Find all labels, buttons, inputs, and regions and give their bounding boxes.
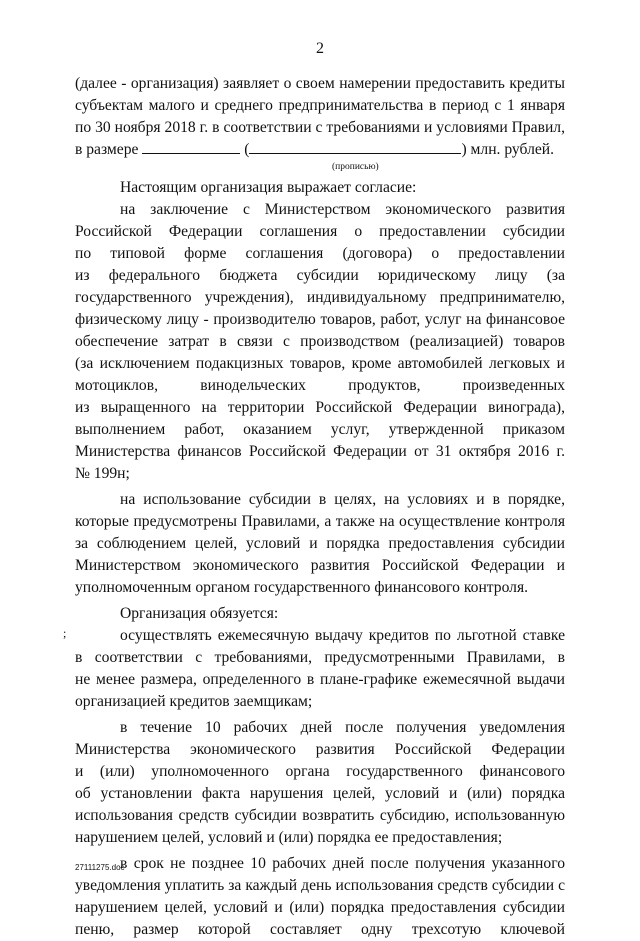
text-line: из федерального бюджета субсидии юридическому лицу (за bbox=[75, 267, 565, 284]
text-line: и (или) уполномоченного органа государственного финансового bbox=[75, 763, 565, 780]
margin-mark: ; bbox=[63, 626, 67, 640]
text-line: не менее размера, определенного в плане-графике ежемесячной выдачи bbox=[75, 671, 565, 688]
text-line: использования средств субсидии возвратить субсидию, использованную bbox=[75, 807, 565, 824]
text-line: осуществлять ежемесячную выдачу кредитов по льготной ставке bbox=[120, 627, 565, 644]
amount-line bbox=[75, 139, 565, 161]
text-line: (за исключением подакцизных товаров, кроме автомобилей легковых и bbox=[75, 355, 565, 372]
text-line: на заключение с Министерством экономического развития bbox=[120, 201, 565, 218]
text-line: (далее - организация) заявляет о своем намерении предоставить кредиты bbox=[75, 75, 565, 92]
text-line: за соблюдением целей, условий и порядка предоставления субсидии bbox=[75, 535, 565, 552]
text-line: государственного учреждения), индивидуальному предпринимателю, bbox=[75, 289, 565, 306]
text-line: Министерства экономического развития Российской Федерации bbox=[75, 741, 565, 758]
text-line: об установлении факта нарушения целей, условий и (или) порядка bbox=[75, 785, 565, 802]
text-line: по 30 ноября 2018 г. в соответствии с требованиями и условиями Правил, bbox=[75, 119, 565, 136]
text-line: уполномоченным органом государственного финансового контроля. bbox=[75, 579, 529, 596]
amount-prefix: в размере bbox=[75, 141, 139, 158]
amount-open-paren: ( bbox=[244, 141, 250, 158]
text-line: Министерства финансов Российской Федерации от 31 октября 2016 г. bbox=[75, 443, 565, 460]
text-line: физическому лицу - производителю товаров, работ, услуг на финансовое bbox=[75, 311, 565, 328]
text-line: которые предусмотрены Правилами, а также на осуществление контроля bbox=[75, 513, 565, 530]
text-line: из выращенного на территории Российской Федерации винограда), bbox=[75, 399, 565, 416]
text-line: в соответствии с требованиями, предусмотренными Правилами, в bbox=[75, 649, 565, 666]
text-line: в срок не позднее 10 рабочих дней после получения указанного bbox=[120, 855, 565, 872]
text-line: организацией кредитов заемщикам; bbox=[75, 693, 313, 710]
amount-words-blank bbox=[249, 139, 461, 154]
text-line: на использование субсидии в целях, на условиях и в порядке, bbox=[120, 491, 565, 508]
consent-heading: Настоящим организация выражает согласие: bbox=[120, 179, 417, 196]
obligations-heading: Организация обязуется: bbox=[120, 605, 279, 622]
text-line: по типовой форме соглашения (договора) о предоставлении bbox=[75, 245, 565, 262]
text-line: в течение 10 рабочих дней после получения уведомления bbox=[120, 719, 565, 736]
text-line: субъектам малого и среднего предпринимательства в период с 1 января bbox=[75, 97, 565, 114]
amount-hint: (прописью) bbox=[332, 162, 379, 172]
text-line: обеспечение затрат в связи с производством (реализацией) товаров bbox=[75, 333, 565, 350]
text-line: уведомления уплатить за каждый день использования средств субсидии с bbox=[75, 877, 565, 894]
text-line: Российской Федерации соглашения о предоставлении субсидии bbox=[75, 223, 565, 240]
text-line: пеню, размер которой составляет одну трехсотую ключевой bbox=[75, 921, 565, 938]
text-line: выполнением работ, оказанием услуг, утвержденной приказом bbox=[75, 421, 565, 438]
text-line: № 199н; bbox=[75, 465, 130, 482]
footer-filename: 27111275.doc bbox=[75, 863, 125, 872]
document-body bbox=[75, 73, 565, 941]
amount-suffix: ) млн. рублей. bbox=[461, 141, 555, 158]
text-line: нарушением целей, условий и (или) порядка предоставления субсидии bbox=[75, 899, 565, 916]
text-line: мотоциклов, винодельческих продуктов, произведенных bbox=[75, 377, 565, 394]
amount-number-blank bbox=[142, 139, 240, 154]
text-line: Министерством экономического развития Российской Федерации и bbox=[75, 557, 565, 574]
page-number: 2 bbox=[316, 40, 324, 57]
text-line: нарушением целей, условий и (или) порядка ее предоставления; bbox=[75, 829, 503, 846]
